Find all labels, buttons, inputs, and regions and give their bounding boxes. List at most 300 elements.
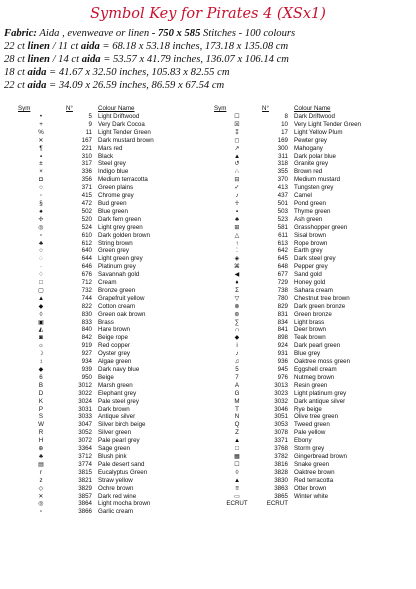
colour-name-cell: Snake green (294, 460, 330, 468)
table-row (212, 398, 394, 406)
table-row (212, 121, 394, 129)
symbol-cell: ◊ (235, 468, 239, 476)
table-row (16, 247, 188, 255)
colour-name-cell: Black (98, 152, 114, 160)
symbol-cell: ◀ (234, 271, 240, 279)
table-row (212, 184, 394, 192)
number-cell: 8 (284, 113, 288, 120)
colour-name-cell: Hare brown (98, 326, 130, 334)
number-cell: 317 (81, 160, 92, 168)
table-row (212, 232, 394, 240)
symbol-cell: · (39, 263, 43, 271)
colour-name-cell: Grapefruit yellow (98, 294, 145, 302)
number-cell: 503 (277, 207, 288, 215)
number-cell: 336 (81, 168, 92, 176)
symbol-cell: ◈ (234, 255, 240, 263)
size-text: 18 ct (4, 67, 28, 78)
number-cell: 610 (81, 231, 92, 239)
number-cell: 371 (81, 184, 92, 192)
colour-name-cell: Grasshopper green (294, 223, 348, 231)
number-cell: 9 (88, 120, 92, 128)
table-row (16, 493, 188, 501)
table-row (212, 334, 394, 342)
symbol-cell: ♣ (38, 452, 44, 460)
number-cell: 356 (81, 176, 92, 184)
number-cell: 3024 (78, 397, 92, 405)
symbol-cell: ◻ (234, 136, 240, 144)
colour-name-cell: Red copper (98, 342, 130, 350)
table-row (16, 113, 188, 121)
colour-name-cell: Granite grey (294, 160, 329, 168)
number-cell: 934 (81, 358, 92, 366)
symbol-cell: ♪ (235, 350, 239, 358)
colour-name-cell: Light Driftwood (98, 113, 140, 120)
colour-name-cell: Pale desert sand (98, 460, 145, 468)
colour-name-cell: Sisal brown (294, 231, 326, 239)
number-cell: 898 (277, 334, 288, 342)
size-text: = 53.57 x 41.79 inches, 136.07 x 106.14 cm (100, 54, 289, 65)
colour-name-cell: Oyster grey (98, 350, 130, 358)
number-cell: 437 (277, 192, 288, 200)
colour-name-cell: Straw yellow (98, 476, 133, 484)
table-row (16, 271, 188, 279)
number-cell: 3829 (78, 484, 92, 492)
number-cell: 841 (277, 326, 288, 334)
symbol-cell: 7 (235, 373, 239, 381)
symbol-cell: ◌ (39, 255, 43, 263)
symbol-cell: ▲ (233, 437, 241, 445)
symbol-cell: % (38, 128, 44, 136)
table-row (212, 429, 394, 437)
symbol-cell: ◦ (39, 192, 43, 200)
size-text: = 41.67 x 32.50 inches, 105.83 x 82.55 cm (46, 67, 230, 78)
table-row (16, 326, 188, 334)
number-cell: 3078 (274, 429, 288, 437)
number-cell: 3053 (274, 421, 288, 429)
table-row (212, 319, 394, 327)
table-row (16, 437, 188, 445)
table-row (212, 311, 394, 319)
colour-name-cell: Algae green (98, 358, 132, 366)
colour-name-header: Colour Name (294, 105, 331, 113)
number-cell: ECRUT (266, 500, 288, 508)
table-row (212, 461, 394, 469)
colour-name-cell: Oaktree brown (294, 468, 335, 476)
number-cell: 834 (277, 318, 288, 326)
table-row (16, 263, 188, 271)
colour-name-cell: Green oak brown (98, 310, 146, 318)
number-cell: 919 (81, 342, 92, 350)
colour-name-cell: Dark pearl green (294, 342, 341, 350)
symbol-cell: ◎ (38, 223, 44, 231)
symbol-cell: ◘ (39, 176, 43, 184)
colour-name-cell: Very Dark Cocoa (98, 120, 145, 128)
colour-name-cell: Medium mustard (294, 176, 341, 184)
colour-name-cell: Deer brown (294, 326, 326, 334)
colour-name-cell: Ash green (294, 215, 323, 223)
table-row (16, 200, 188, 208)
colour-name-cell: Elephant grey (98, 389, 137, 397)
symbol-cell: ☥ (234, 199, 240, 207)
symbol-cell: ◇ (38, 484, 44, 492)
number-cell: 3023 (274, 389, 288, 397)
colour-name-cell: Resin green (294, 381, 328, 389)
number-cell: 524 (81, 223, 92, 231)
colour-name-cell: Storm grey (294, 445, 325, 453)
number-cell: 931 (277, 350, 288, 358)
symbol-cell: ◭ (38, 326, 44, 334)
number-cell: 3051 (274, 413, 288, 421)
number-cell: 712 (81, 279, 92, 287)
colour-name-cell: Pale yellow (294, 429, 326, 437)
size-bold: aida (81, 54, 101, 65)
colour-name-cell: Dark polar blue (294, 152, 336, 160)
symbol-cell: ▭ (234, 492, 240, 500)
symbol-cell: ∴ (235, 168, 239, 176)
colour-name-cell: String brown (98, 239, 133, 247)
colour-name-cell: Winter white (294, 492, 329, 500)
size-line-2 (4, 54, 289, 66)
colour-name-cell: Medium terracotta (98, 176, 148, 184)
size-line-1 (4, 41, 288, 53)
colour-name-cell: Tungsten grey (294, 184, 334, 192)
table-row (16, 232, 188, 240)
colour-name-cell: Steel grey (98, 160, 126, 168)
table-row (16, 366, 188, 374)
symbol-cell: ⌘ (233, 263, 241, 271)
number-cell: 676 (81, 271, 92, 279)
table-row (16, 477, 188, 485)
table-row (16, 500, 188, 508)
table-row (16, 208, 188, 216)
symbol-cell: × (39, 168, 43, 176)
table-row (16, 160, 188, 168)
symbol-key-table-right (212, 105, 394, 508)
number-cell: 3371 (274, 437, 288, 445)
symbol-cell: ▦ (234, 452, 240, 460)
table-row (16, 224, 188, 232)
colour-name-cell: Light grey green (98, 223, 143, 231)
number-cell: 523 (277, 215, 288, 223)
symbol-cell: P (38, 405, 44, 413)
colour-name-cell: Light mocha brown (98, 500, 151, 508)
number-cell: 581 (277, 223, 288, 231)
number-cell: 472 (81, 199, 92, 207)
number-cell: 3033 (78, 413, 92, 421)
colour-name-cell: Blue green (98, 207, 128, 215)
table-header-row (212, 105, 394, 113)
colour-name-cell: Silver green (98, 429, 132, 437)
table-row (212, 500, 394, 508)
colour-name-cell: Dark golden brown (98, 231, 150, 239)
symbol-cell: ⊗ (234, 302, 240, 310)
number-cell: 3012 (78, 381, 92, 389)
number-cell: 646 (81, 263, 92, 271)
symbol-cell: • (39, 113, 43, 120)
number-cell: 744 (81, 294, 92, 302)
colour-name-cell: Dark antique silver (294, 397, 346, 405)
table-row (212, 200, 394, 208)
symbol-cell: ☐ (234, 113, 240, 120)
number-cell: 10 (281, 120, 288, 128)
table-header-row (16, 105, 188, 113)
table-row (212, 303, 394, 311)
table-row (16, 137, 188, 145)
number-cell: 644 (81, 255, 92, 263)
number-cell: 355 (277, 168, 288, 176)
colour-name-cell: Dark mustard brown (98, 136, 154, 144)
table-row (16, 287, 188, 295)
size-text: = 34.09 x 26.59 inches, 86.59 x 67.54 cm (46, 80, 225, 91)
colour-name-cell: Blue grey (294, 350, 321, 358)
table-row (16, 145, 188, 153)
table-row (212, 137, 394, 145)
number-cell: 3828 (274, 468, 288, 476)
symbol-cell: △ (234, 231, 240, 239)
table-row (16, 121, 188, 129)
symbol-cell: ⊕ (38, 445, 44, 453)
symbol-cell: ☽ (38, 350, 44, 358)
symbol-cell: i (236, 342, 238, 350)
table-row (212, 485, 394, 493)
symbol-cell: ↕ (39, 358, 43, 366)
colour-name-cell: Green bronze (294, 310, 332, 318)
symbol-cell: ▲ (37, 294, 45, 302)
symbol-cell: ✕ (38, 492, 44, 500)
number-cell: 3774 (78, 460, 92, 468)
colour-name-cell: Beige rope (98, 334, 128, 342)
number-cell: 3768 (274, 445, 288, 453)
size-text: 28 ct (4, 54, 28, 65)
sym-header: Sym (18, 105, 31, 113)
symbol-cell: ⊟ (234, 176, 240, 184)
symbol-cell: ☒ (234, 120, 240, 128)
colour-name-cell: Light Tender Green (98, 128, 151, 136)
number-cell: 169 (277, 136, 288, 144)
symbol-cell: ± (39, 160, 43, 168)
symbol-cell: ✢ (38, 215, 44, 223)
number-cell: 611 (278, 231, 288, 239)
table-row (212, 224, 394, 232)
size-line-4 (4, 80, 224, 92)
table-row (16, 469, 188, 477)
symbol-cell: R (38, 429, 44, 437)
colour-name-cell: Thyme green (294, 207, 331, 215)
colour-name-cell: Teak brown (294, 334, 326, 342)
symbol-cell: ▣ (38, 318, 44, 326)
number-cell: 677 (277, 271, 288, 279)
symbol-cell: ◊ (39, 310, 43, 318)
table-row (16, 508, 188, 516)
size-text: 22 ct (4, 80, 28, 91)
colour-name-cell: Brass (98, 318, 114, 326)
table-row (16, 129, 188, 137)
symbol-cell: □ (39, 279, 43, 287)
symbol-cell: § (39, 199, 43, 207)
table-row (212, 247, 394, 255)
number-cell: 3815 (78, 468, 92, 476)
colour-name-cell: Eggshell cream (294, 366, 337, 373)
colour-name-cell: Dark navy blue (98, 366, 140, 373)
table-row (212, 240, 394, 248)
number-cell: 3821 (78, 476, 92, 484)
number-cell: 3013 (274, 381, 288, 389)
colour-name-cell: Eucalyptus Green (98, 468, 148, 476)
size-bold: linen (27, 41, 50, 52)
table-row (16, 413, 188, 421)
colour-name-cell: Honey gold (294, 279, 326, 287)
num-header: N° (262, 105, 269, 113)
size-bold: aida (27, 67, 47, 78)
symbol-cell: ◙ (39, 334, 43, 342)
number-cell: 311 (278, 152, 288, 160)
number-cell: 3866 (78, 508, 92, 516)
number-cell: 3816 (274, 460, 288, 468)
number-cell: 17 (281, 128, 288, 136)
table-row (16, 216, 188, 224)
number-cell: 413 (277, 184, 288, 192)
symbol-cell: z (39, 476, 43, 484)
table-row (16, 279, 188, 287)
number-cell: 830 (81, 310, 92, 318)
table-row (212, 326, 394, 334)
symbol-cell: ▲ (233, 152, 241, 160)
size-text: / 11 ct (49, 41, 81, 52)
number-cell: 648 (277, 263, 288, 271)
colour-name-cell: Mars red (98, 144, 123, 152)
table-row (212, 350, 394, 358)
symbol-cell: ∑ (234, 318, 240, 326)
number-cell: 310 (81, 152, 92, 160)
number-cell: 300 (277, 144, 288, 152)
colour-name-cell: Rope brown (294, 239, 328, 247)
number-cell: 950 (81, 373, 92, 381)
number-cell: 613 (277, 239, 288, 247)
table-row (212, 271, 394, 279)
symbol-cell: ✕ (38, 136, 44, 144)
table-row (212, 113, 394, 121)
fabric-rest: Stitches - 100 colours (200, 28, 296, 39)
number-cell: 939 (81, 366, 92, 373)
colour-name-cell: Beige (98, 373, 114, 381)
table-row (212, 358, 394, 366)
colour-name-cell: Light Yellow Plum (294, 128, 343, 136)
colour-name-cell: Green plains (98, 184, 134, 192)
symbol-cell: ▤ (38, 460, 44, 468)
number-cell: 370 (277, 176, 288, 184)
symbol-cell: W (38, 421, 44, 429)
symbol-cell: Q (234, 421, 240, 429)
symbol-cell: ♠ (39, 207, 43, 215)
colour-name-cell: Pale steel grey (98, 397, 139, 405)
table-row (16, 168, 188, 176)
number-cell: 501 (277, 199, 288, 207)
symbol-cell: T (235, 405, 239, 413)
colour-name-cell: Rye beige (294, 405, 322, 413)
symbol-cell: 5 (235, 366, 239, 373)
number-cell: 976 (277, 373, 288, 381)
colour-name-header: Colour Name (98, 105, 135, 113)
colour-name-cell: Red terracotta (294, 476, 334, 484)
table-row (16, 350, 188, 358)
number-cell: 3072 (78, 437, 92, 445)
symbol-cell: 6 (39, 373, 43, 381)
number-cell: 645 (277, 255, 288, 263)
table-row (16, 390, 188, 398)
symbol-cell: ✓ (234, 184, 240, 192)
colour-name-cell: Sahara cream (294, 286, 333, 294)
table-row (212, 168, 394, 176)
table-row (16, 153, 188, 161)
colour-name-cell: Garlic cream (98, 508, 134, 516)
table-row (212, 445, 394, 453)
symbol-cell: K (38, 397, 44, 405)
number-cell: 415 (81, 192, 92, 200)
colour-name-cell: Savannah gold (98, 271, 140, 279)
colour-name-cell: Dark brown (98, 405, 130, 413)
number-cell: 945 (277, 366, 288, 373)
size-text: / 14 ct (49, 54, 82, 65)
number-cell: 3022 (78, 389, 92, 397)
colour-name-cell: Dark fern green (98, 215, 141, 223)
colour-name-cell: Chestnut tree brown (294, 294, 350, 302)
colour-name-cell: Light platinum grey (294, 389, 347, 397)
symbol-cell: ▽ (234, 294, 240, 302)
number-cell: 729 (277, 279, 288, 287)
size-text: = 68.18 x 53.18 inches, 173.18 x 135.08 cm (99, 41, 289, 52)
symbol-cell: ¶ (39, 144, 43, 152)
number-cell: 520 (81, 215, 92, 223)
symbol-cell: ♦ (235, 279, 239, 287)
colour-name-cell: Ochre brown (98, 484, 134, 492)
number-cell: 3865 (274, 492, 288, 500)
colour-name-cell: Oaktree moss green (294, 358, 351, 366)
colour-name-cell: Nutmeg brown (294, 373, 335, 381)
symbol-cell: ♪ (235, 192, 239, 200)
table-row (212, 413, 394, 421)
table-row (16, 311, 188, 319)
table-row (16, 342, 188, 350)
number-cell: 831 (277, 310, 288, 318)
table-row (16, 255, 188, 263)
colour-name-cell: Gingerbread brown (294, 452, 347, 460)
symbol-cell: Σ (235, 286, 239, 294)
colour-name-cell (294, 500, 394, 508)
symbol-cell: ⁚ (236, 247, 238, 255)
table-row (16, 184, 188, 192)
symbol-cell: ◆ (234, 334, 240, 342)
colour-name-cell: Cream (98, 279, 117, 287)
table-row (212, 493, 394, 501)
table-row (16, 485, 188, 493)
number-cell: 3052 (78, 429, 92, 437)
symbol-cell: G (234, 389, 240, 397)
symbol-cell: ≡ (235, 484, 239, 492)
number-cell: 3857 (78, 492, 92, 500)
symbol-cell: ↑ (235, 239, 239, 247)
table-row (212, 279, 394, 287)
colour-name-cell: Dark Driftwood (294, 113, 335, 120)
symbol-cell: □ (235, 445, 239, 453)
number-cell: 927 (81, 350, 92, 358)
number-cell: 833 (81, 318, 92, 326)
table-row (212, 390, 394, 398)
page-title: Symbol Key for Pirates 4 (XSx1) (90, 6, 326, 22)
symbol-cell: ↗ (234, 144, 240, 152)
table-row (212, 176, 394, 184)
table-row (212, 160, 394, 168)
symbol-cell: ↺ (234, 160, 240, 168)
